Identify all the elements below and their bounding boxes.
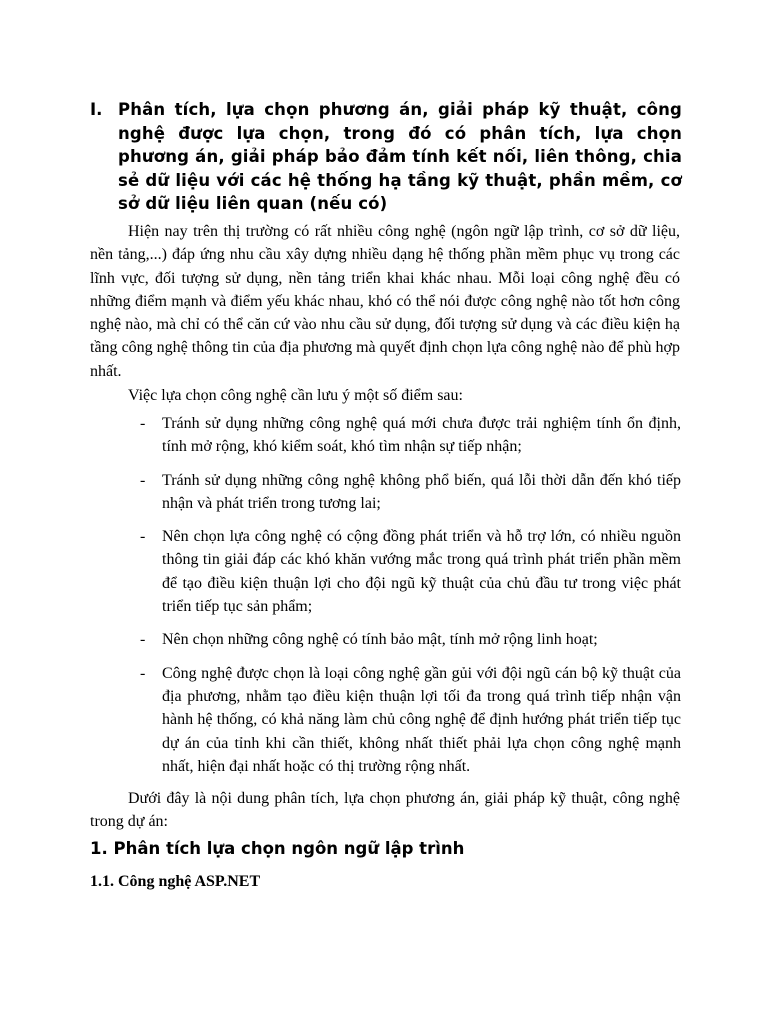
notes-bullet-list: [140, 412, 681, 788]
bullet-text: Nên chọn những công nghệ có tính bảo mật, tính mở rộng linh hoạt;: [162, 631, 598, 649]
bullet-item: [140, 525, 681, 618]
bullet-marker: -: [140, 471, 146, 489]
bullet-marker: -: [140, 664, 146, 682]
bullet-marker: -: [140, 415, 146, 432]
bullet-text: Tránh sử dụng những công nghệ không phổ biến, quá lỗi thời dẫn đến khó tiếp nhận và phát triển trong tương lai;: [162, 471, 681, 512]
bullet-item: [140, 628, 681, 651]
subsection-heading: 1. Phân tích lựa chọn ngôn ngữ lập trình: [90, 839, 465, 858]
closing-paragraph: Dưới đây là nội dung phân tích, lựa chọn phương án, giải pháp kỹ thuật, công nghệ trong dự án:: [90, 790, 680, 831]
section-number: I.: [90, 100, 103, 119]
bullet-marker: -: [140, 631, 146, 649]
bullet-text: Nên chọn lựa công nghệ có cộng đồng phát triển và hỗ trợ lớn, có nhiều nguồn thông tin giải đáp các khó khăn vướng mắc trong quá trình phát triển phần mềm để tạo điều kiện thuận lợi cho đội ngũ kỹ thuật của chủ đầu tư trong việc phát triển tiếp tục sản phẩm;: [162, 528, 681, 616]
section-heading: [90, 98, 682, 216]
bullet-item: [140, 662, 681, 778]
bullet-text: Công nghệ được chọn là loại công nghệ gần gủi với đội ngũ cán bộ kỹ thuật của địa phương, nhằm tạo điều kiện thuận lợi tối đa trong quá trình tiếp nhận vận hành hệ thống, có khả năng làm chủ công nghệ để định hướng phát triển tiếp tục dự án của tỉnh khi cần thiết, không nhất thiết phải lựa chọn công nghệ mạnh nhất, hiện đại nhất hoặc có thị trường rộng nhất.: [162, 664, 681, 775]
bullet-marker: -: [140, 528, 146, 546]
sub-subsection-heading: 1.1. Công nghệ ASP.NET: [90, 873, 261, 890]
bullet-item: [140, 469, 681, 516]
bullet-item: [140, 412, 681, 459]
bullet-text: Tránh sử dụng những công nghệ quá mới chưa được trải nghiệm tính ổn định, tính mở rộng, khó kiểm soát, khó tìm nhận sự tiếp nhận;: [162, 415, 681, 456]
notes-lead-paragraph: Việc lựa chọn công nghệ cần lưu ý một số điểm sau:: [128, 387, 463, 404]
section-title: Phân tích, lựa chọn phương án, giải pháp kỹ thuật, công nghệ được lựa chọn, trong đó có phân tích, lựa chọn phương án, giải pháp bảo đảm tính kết nối, liên thông, chia sẻ dữ liệu với các hệ thống hạ tầng kỹ thuật, phần mềm, cơ sở dữ liệu liên quan (nếu có): [118, 100, 682, 213]
intro-paragraph: Hiện nay trên thị trường có rất nhiều công nghệ (ngôn ngữ lập trình, cơ sở dữ liệu, nền tảng,...) đáp ứng nhu cầu xây dựng nhiều dạng hệ thống phần mềm phục vụ trong các lĩnh vực, đối tượng sử dụng, nền tảng triển khai khác nhau. Mỗi loại công nghệ đều có những điểm mạnh và điểm yếu khác nhau, khó có thể nói được công nghệ nào tốt hơn công nghệ nào, mà chỉ có thể căn cứ vào nhu cầu sử dụng, đối tượng sử dụng và các điều kiện hạ tầng công nghệ thông tin của địa phương mà quyết định chọn lựa công nghệ nào để phù hợp nhất.: [90, 223, 680, 380]
